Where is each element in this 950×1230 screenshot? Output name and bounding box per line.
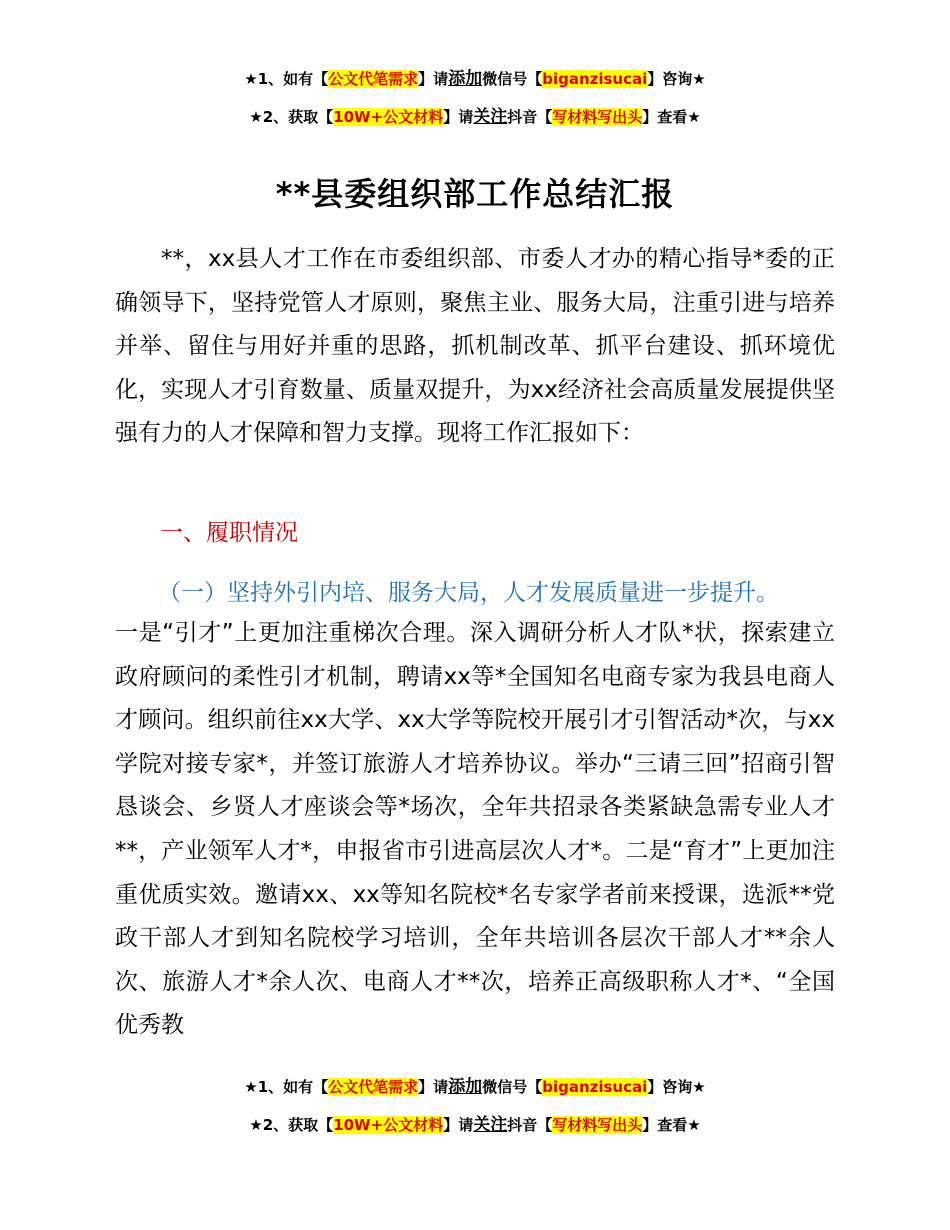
banner-text: 】请 bbox=[418, 1078, 449, 1096]
banner-text: ★1、如有【 bbox=[244, 70, 329, 88]
banner-underline: 关注 bbox=[473, 107, 508, 127]
banner-highlight: biganzisucai bbox=[542, 1078, 648, 1096]
banner-text: 抖音【 bbox=[507, 1116, 553, 1134]
banner-highlight: biganzisucai bbox=[542, 70, 648, 88]
intro-block bbox=[115, 238, 835, 456]
subsection-body-block bbox=[115, 612, 835, 1048]
banner-highlight: 公文代笔需求 bbox=[328, 1078, 419, 1096]
banner-underline: 关注 bbox=[473, 1115, 508, 1135]
banner-text: 】咨询★ bbox=[647, 1078, 706, 1096]
banner-highlight: 10W+公文材料 bbox=[333, 1116, 444, 1134]
banner-text: 抖音【 bbox=[507, 108, 553, 126]
banner-text: 】查看★ bbox=[642, 108, 701, 126]
section-heading: 一、履职情况 bbox=[160, 520, 298, 546]
document-title: **县委组织部工作总结汇报 bbox=[275, 175, 675, 213]
banner-text: 】请 bbox=[418, 70, 449, 88]
intro-paragraph: **，xx县人才工作在市委组织部、市委人才办的精心指导*委的正确领导下，坚持党管人才原则，聚焦主业、服务大局，注重引进与培养并举、留住与用好并重的思路，抓机制改革、抓平台建设、抓环境优化，实现人才引育数量、质量双提升，为xx经济社会高质量发展提供坚强有力的人才保障和智力支撑。现将工作汇报如下： bbox=[115, 246, 835, 447]
banner-text: 】请 bbox=[443, 108, 474, 126]
banner-underline: 添加 bbox=[448, 69, 483, 89]
top-banner-line-1 bbox=[0, 68, 950, 90]
top-banner-line-2 bbox=[0, 106, 950, 128]
banner-highlight: 写材料写出头 bbox=[552, 108, 643, 126]
banner-text: 微信号【 bbox=[482, 70, 543, 88]
banner-text: ★1、如有【 bbox=[244, 1078, 329, 1096]
banner-text: 】咨询★ bbox=[647, 70, 706, 88]
bottom-banner-line-2 bbox=[0, 1114, 950, 1136]
subsection-heading: （一）坚持外引内培、服务大局，人才发展质量进一步提升。 bbox=[158, 580, 779, 606]
banner-text: 微信号【 bbox=[482, 1078, 543, 1096]
banner-highlight: 10W+公文材料 bbox=[333, 108, 444, 126]
subsection-paragraph: 一是“引才”上更加注重梯次合理。深入调研分析人才队*状，探索建立政府顾问的柔性引才机制，聘请xx等*全国知名电商专家为我县电商人才顾问。组织前往xx大学、xx大学等院校开展引才引智活动*次，与xx学院对接专家*，并签订旅游人才培养协议。举办“三请三回”招商引智恳谈会、乡贤人才座谈会等*场次，全年共招录各类紧缺急需专业人才**，产业领军人才*，申报省市引进高层次人才*。二是“育才”上更加注重优质实效。邀请xx、xx等知名院校*名专家学者前来授课，选派**党政干部人才到知名院校学习培训，全年共培训各层次干部人才**余人次、旅游人才*余人次、电商人才**次，培养正高级职称人才*、“全国优秀教 bbox=[115, 620, 835, 1039]
bottom-banner-line-1 bbox=[0, 1076, 950, 1098]
banner-highlight: 写材料写出头 bbox=[552, 1116, 643, 1134]
banner-text: ★2、获取【 bbox=[249, 1116, 334, 1134]
banner-text: 】查看★ bbox=[642, 1116, 701, 1134]
banner-highlight: 公文代笔需求 bbox=[328, 70, 419, 88]
banner-underline: 添加 bbox=[448, 1077, 483, 1097]
banner-text: 】请 bbox=[443, 1116, 474, 1134]
banner-text: ★2、获取【 bbox=[249, 108, 334, 126]
